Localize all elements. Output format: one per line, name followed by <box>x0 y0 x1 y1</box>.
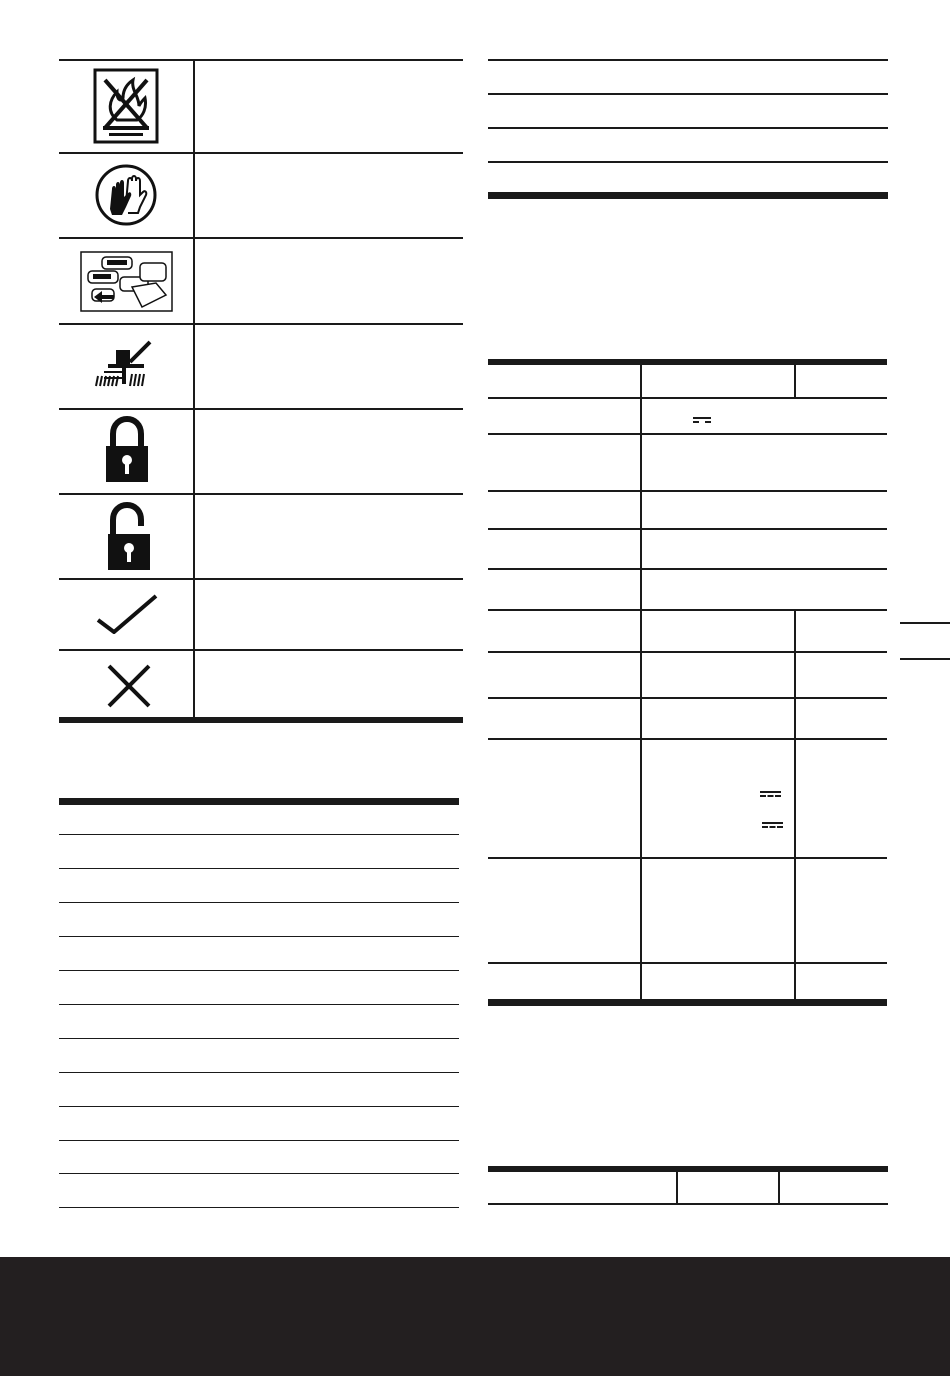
checkmark-icon <box>96 594 158 634</box>
padlock-unlocked-icon <box>106 500 152 572</box>
gloves-icon <box>94 163 158 227</box>
direct-current-icon <box>693 417 711 423</box>
padlock-locked-icon <box>104 416 150 484</box>
trimmer-edging-icon <box>94 340 154 388</box>
battery-charger-icon <box>80 251 173 312</box>
direct-current-icon <box>762 822 783 828</box>
direct-current-icon <box>760 791 781 797</box>
footer-band <box>0 1257 950 1376</box>
cross-icon <box>106 664 152 708</box>
no-fire-icon <box>93 68 159 144</box>
